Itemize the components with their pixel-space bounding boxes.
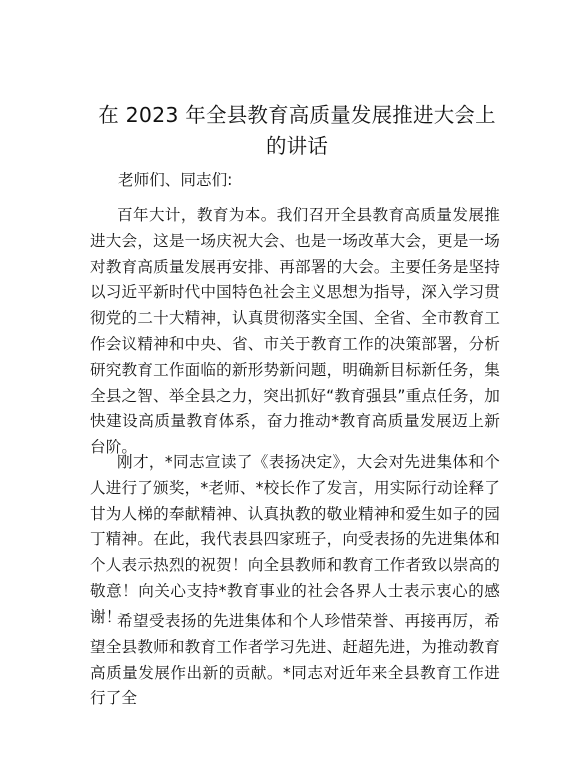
salutation: 老师们、同志们: — [118, 171, 233, 189]
paragraph-3: 希望受表扬的先进集体和个人珍惜荣誉、再接再厉，希望全县教师和教育工作者学习先进、赶超先进，为推动教育高质量发展作出新的贡献。*同志对近年来全县教育工作进行了全 — [90, 612, 500, 708]
document-title: 在 2023 年全县教育高质量发展推进大会上的讲话 — [98, 103, 496, 158]
paragraph-1: 百年大计，教育为本。我们召开全县教育高质量发展推进大会，这是一场庆祝大会、也是一场改革大会，更是一场对教育高质量发展再安排、再部署的大会。主要任务是坚持以习近平新时代中国特色社会主义思想为指导，深入学习贯彻党的二十大精神，认真贯彻落实全国、全省、全市教育工作会议精神和中央、省、市关于教育工作的决策部署，分析研究教育工作面临的新形势新问题，明确新目标新任务，集全县之智、举全县之力，突出抓好“教育强县”重点任务，加快建设高质量教育体系，奋力推动*教育高质量发展迈上新台阶。 — [90, 206, 500, 457]
paragraph-2: 刚才，*同志宣读了《表扬决定》，大会对先进集体和个人进行了颁奖，*老师、*校长作了发言，用实际行动诠释了甘为人梯的奉献精神、认真执教的敬业精神和爱生如子的园丁精神。在此，我代表县四家班子，向受表扬的先进集体和个人表示热烈的祝贺！向全县教师和教育工作者致以崇高的敬意！向关心支持*教育事业的社会各界人士表示衷心的感谢！ — [90, 453, 500, 626]
